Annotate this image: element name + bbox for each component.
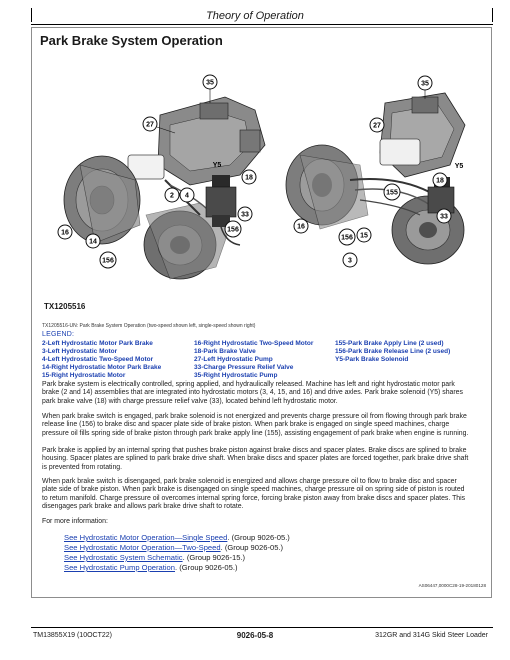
callout-y5-left: Y5 xyxy=(212,162,222,169)
legend-item xyxy=(335,364,472,372)
legend-item: 33-Charge Pressure Relief Valve xyxy=(194,364,294,371)
more-info-links xyxy=(64,533,290,573)
legend xyxy=(42,340,472,380)
callout-35-right: 35 xyxy=(421,80,429,88)
legend-item: 16-Right Hydrostatic Two-Speed Motor xyxy=(194,340,314,347)
paragraph-1: Park brake system is electrically controlled, spring applied, and hydraulically released. Machine has left and right hydrostatic motor park brake (2 and 14) assemblies that are integrated into hydrostatic motors (3, 4, 15, and 16) and drive axles. Park brake solenoid (Y5) shares park brake valve (18) with charge pressure relief valve (33), located behind left hydrostatic motor. xyxy=(42,381,463,405)
callout-2-left: 2 xyxy=(170,192,174,200)
callout-3-right: 3 xyxy=(348,257,352,265)
legend-item: 18-Park Brake Valve xyxy=(194,348,256,355)
legend-item: 14-Right Hydrostatic Motor Park Brake xyxy=(42,364,162,371)
callout-155-right: 155 xyxy=(386,189,398,197)
legend-item: 155-Park Brake Apply Line (2 used) xyxy=(335,340,444,347)
callout-35-left: 35 xyxy=(206,79,214,87)
legend-item: 2-Left Hydrostatic Motor Park Brake xyxy=(42,340,153,347)
callout-156-right: 156 xyxy=(341,234,353,242)
callout-14-left: 14 xyxy=(89,238,97,246)
link-suffix: . (Group 9026-15.) xyxy=(182,553,246,562)
header-rule xyxy=(31,24,493,25)
link-suffix: . (Group 9026-05.) xyxy=(220,543,284,552)
legend-item xyxy=(335,372,472,380)
callout-16-right: 16 xyxy=(297,223,305,231)
link-row xyxy=(64,533,290,543)
paragraph-4: When park brake switch is disengaged, park brake solenoid is energized and allows charge pressure oil to flow to brake disc and spacer plate side of brake piston. When park brake is disengaged on single speed machines, charge pressure oil on spring side of piston is routed to return manifold. Charge pressure oil overcomes internal spring force, forcing brake piston away from brake discs and spacer plates. This disengages park brake and allows park brake drive shaft to rotate. xyxy=(42,478,466,511)
link-motor-single-speed[interactable]: See Hydrostatic Motor Operation—Single Speed xyxy=(64,533,228,542)
figure-id: TX1205516 xyxy=(44,302,86,311)
footer-manual-id: TM13855X19 (10OCT22) xyxy=(33,632,112,639)
callout-16-left: 16 xyxy=(61,229,69,237)
legend-item: 4-Left Hydrostatic Two-Speed Motor xyxy=(42,356,154,363)
link-row xyxy=(64,543,290,553)
section-title: Park Brake System Operation xyxy=(40,33,223,48)
more-info-label: For more information: xyxy=(42,518,108,525)
legend-item: 3-Left Hydrostatic Motor xyxy=(42,348,118,355)
footer-machine-name: 312GR and 314G Skid Steer Loader xyxy=(375,632,488,639)
callout-156-left-upper: 156 xyxy=(227,226,239,234)
paragraph-2: When park brake switch is engaged, park brake solenoid is not energized and prevents charge pressure oil from flowing through park brake release line (156) to brake disc and spacer plate side of brake piston. When park brake is engaged on single speed machines, charge pressure oil fills spring side of brake piston through park brake apply line (155), assisting engagement of park brake when engine is running. xyxy=(42,413,469,437)
callout-15-right: 15 xyxy=(360,232,368,240)
figure-caption: TX1205516-UN: Park Brake System Operation (two-speed shown left, single-speed shown right) xyxy=(42,323,256,329)
legend-item: 35-Right Hydrostatic Pump xyxy=(194,372,278,379)
paragraph-3: Park brake is applied by an internal spring that pushes brake piston against brake discs and spacer plates. Brake discs are splined to brake housing. Spacer plates are splined to park brake drive shaft. When brake discs and spacer plates are forced together, park brake drive shaft is prevented from rotating. xyxy=(42,447,469,471)
callout-18-right: 18 xyxy=(436,177,444,185)
two-speed-assembly-drawing xyxy=(64,97,265,279)
legend-item: 27-Left Hydrostatic Pump xyxy=(194,356,273,363)
link-suffix: . (Group 9026-05.) xyxy=(175,563,238,572)
callout-27-right: 27 xyxy=(373,122,381,130)
legend-item: 156-Park Brake Release Line (2 used) xyxy=(335,348,451,355)
callout-33-left: 33 xyxy=(241,211,249,219)
callout-156-left-lower: 156 xyxy=(102,257,114,265)
callout-y5-right: Y5 xyxy=(454,163,464,170)
document-code: AS06447,0000C28-19-20180128 xyxy=(418,583,486,588)
park-brake-illustration xyxy=(40,55,472,320)
link-suffix: . (Group 9026-05.) xyxy=(227,533,290,542)
callout-4-left: 4 xyxy=(185,192,189,200)
callout-33-right: 33 xyxy=(440,213,448,221)
footer-page-number: 9026-05-8 xyxy=(236,631,274,640)
link-row xyxy=(64,563,290,573)
footer-rule xyxy=(31,627,493,628)
legend-title: LEGEND: xyxy=(42,331,75,338)
callout-27-left: 27 xyxy=(146,121,154,129)
legend-item: Y5-Park Brake Solenoid xyxy=(335,356,409,363)
legend-item: 15-Right Hydrostatic Motor xyxy=(42,372,126,379)
link-system-schematic[interactable]: See Hydrostatic System Schematic xyxy=(64,553,183,562)
link-motor-two-speed[interactable]: See Hydrostatic Motor Operation—Two-Speed xyxy=(64,543,221,552)
link-pump-operation[interactable]: See Hydrostatic Pump Operation xyxy=(64,563,176,572)
callout-18-left: 18 xyxy=(245,174,253,182)
link-row xyxy=(64,553,290,563)
running-header: Theory of Operation xyxy=(206,10,304,22)
